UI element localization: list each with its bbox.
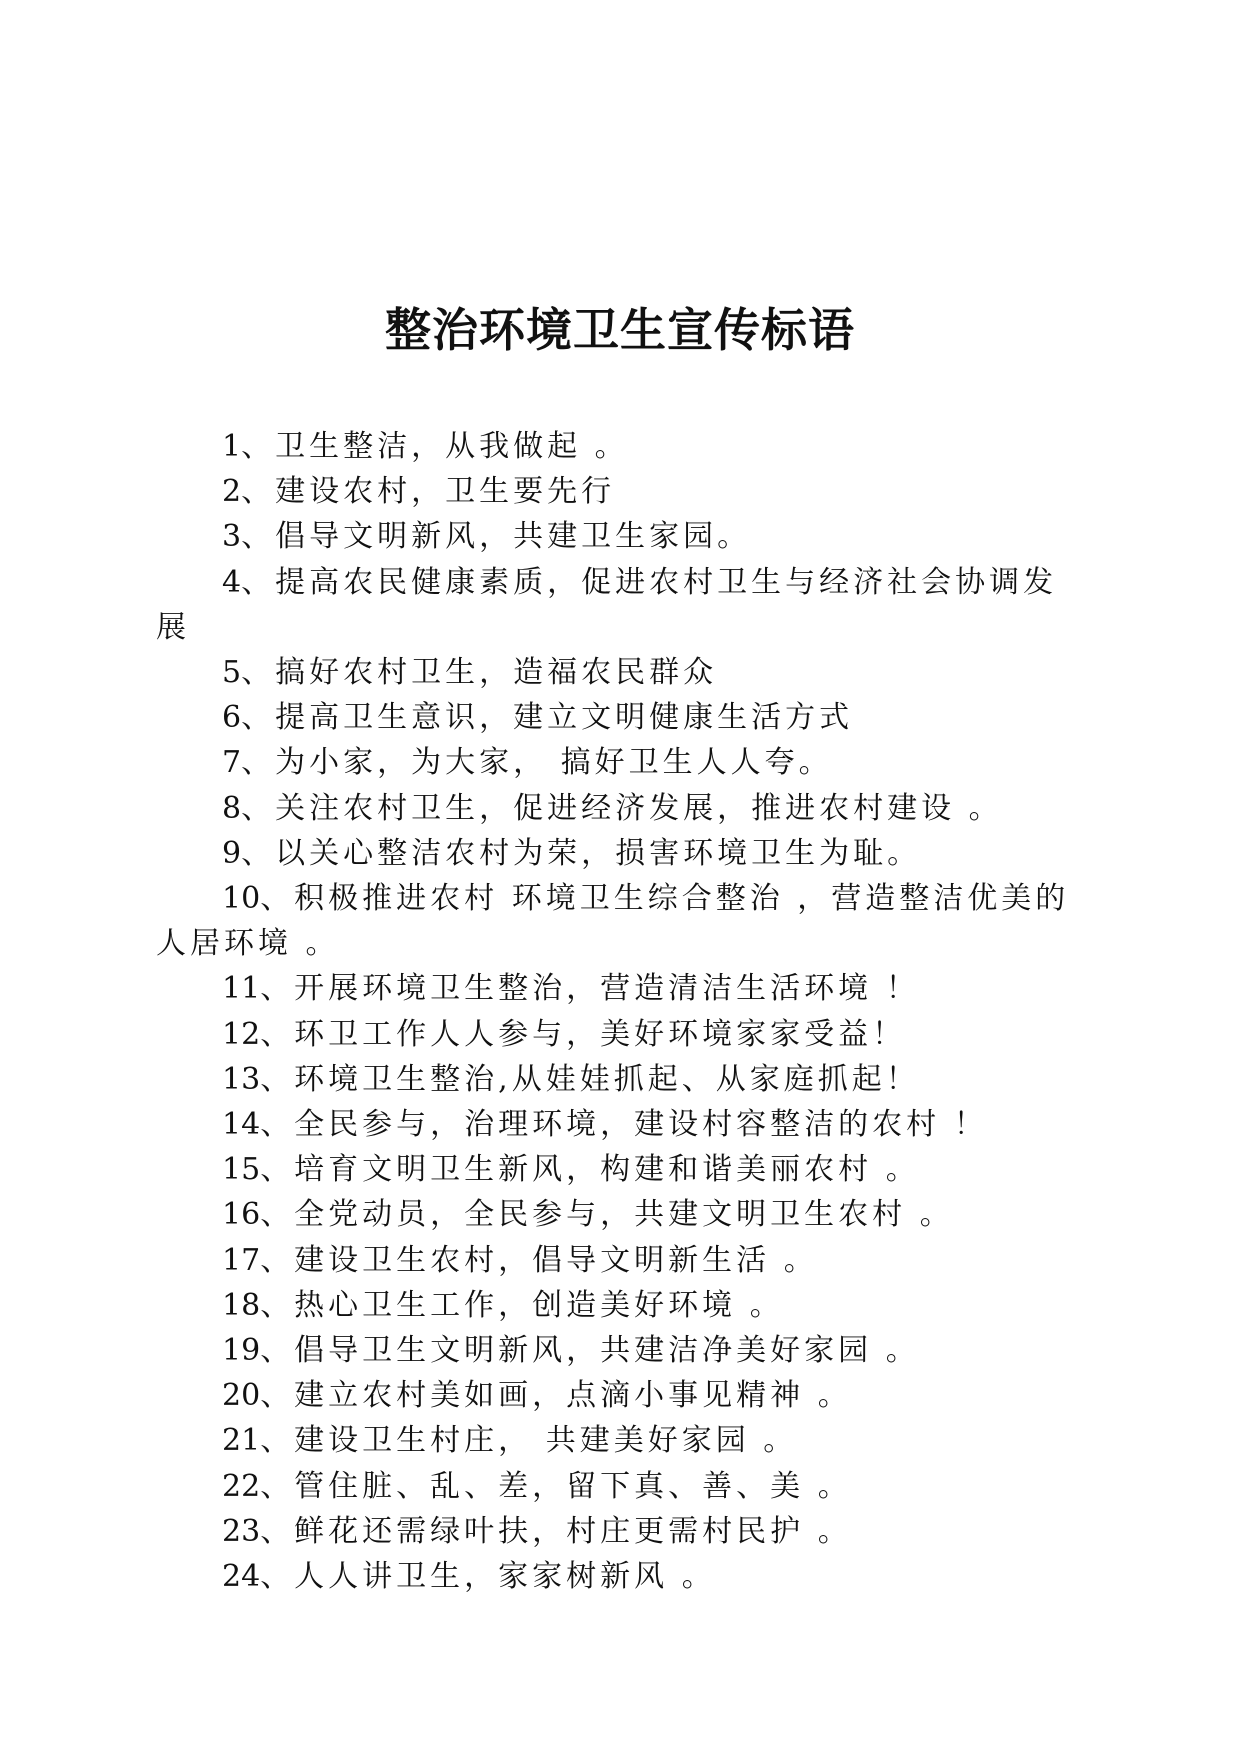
slogan-item	[156, 695, 1086, 740]
slogan-number: 19	[222, 1333, 261, 1369]
slogan-item	[156, 831, 1086, 876]
slogan-text: 、开展环境卫生整治，营造清洁生活环境 ！	[260, 971, 920, 1007]
slogan-item	[156, 876, 1086, 966]
slogan-item	[156, 514, 1086, 559]
slogan-list	[156, 424, 1086, 1599]
slogan-item	[156, 1192, 1086, 1237]
slogan-number: 15	[222, 1152, 261, 1188]
slogan-item	[156, 650, 1086, 695]
slogan-number: 4	[222, 564, 242, 600]
slogan-item	[156, 1509, 1086, 1554]
slogan-number: 16	[222, 1197, 261, 1233]
slogan-text: 、培育文明卫生新风，构建和谐美丽农村 。	[260, 1152, 920, 1188]
slogan-text: 、全民参与，治理环境，建设村容整洁的农村 ！	[260, 1107, 988, 1143]
slogan-number: 7	[222, 745, 242, 781]
slogan-number: 21	[222, 1423, 261, 1459]
slogan-number: 1	[222, 429, 242, 464]
slogan-text: 、卫生整洁，从我做起 。	[241, 429, 629, 464]
slogan-item	[156, 1057, 1086, 1102]
slogan-text: 、倡导文明新风，共建卫生家园。	[241, 519, 752, 555]
slogan-number: 5	[222, 655, 242, 691]
slogan-item	[156, 469, 1086, 514]
slogan-text: 、以关心整洁农村为荣，损害环境卫生为耻。	[241, 835, 922, 871]
slogan-number: 22	[222, 1468, 261, 1504]
slogan-text: 、建设卫生村庄， 共建美好家园 。	[260, 1423, 798, 1459]
slogan-number: 12	[222, 1016, 261, 1052]
slogan-number: 2	[222, 474, 242, 510]
slogan-text: 、倡导卫生文明新风，共建洁净美好家园 。	[260, 1333, 920, 1369]
slogan-text: 、人人讲卫生，家家树新风 。	[260, 1559, 716, 1595]
slogan-text: 、建设卫生农村，倡导文明新生活 。	[260, 1242, 818, 1278]
slogan-item	[156, 560, 1086, 650]
slogan-item	[156, 424, 1086, 469]
slogan-text: 、建立农村美如画，点滴小事见精神 。	[260, 1378, 852, 1414]
slogan-text: 、管住脏、乱、差，留下真、善、美 。	[260, 1468, 852, 1504]
slogan-text: 、热心卫生工作，创造美好环境 。	[260, 1287, 784, 1323]
slogan-text: 、环卫工作人人参与，美好环境家家受益！	[260, 1016, 907, 1052]
slogan-number: 17	[222, 1242, 261, 1278]
slogan-item	[156, 1328, 1086, 1373]
slogan-text: 、提高卫生意识，建立文明健康生活方式	[241, 700, 854, 736]
slogan-item	[156, 966, 1086, 1011]
slogan-item	[156, 1554, 1086, 1599]
slogan-item	[156, 1283, 1086, 1328]
slogan-number: 14	[222, 1107, 261, 1143]
slogan-item	[156, 1464, 1086, 1509]
slogan-text: 、搞好农村卫生，造福农民群众	[241, 655, 718, 691]
slogan-number: 23	[222, 1513, 261, 1549]
slogan-item	[156, 786, 1086, 831]
slogan-number: 24	[222, 1559, 261, 1595]
slogan-number: 10	[222, 881, 261, 917]
slogan-text: 、全党动员，全民参与，共建文明卫生农村 。	[260, 1197, 954, 1233]
slogan-item	[156, 1147, 1086, 1192]
slogan-item	[156, 1373, 1086, 1418]
slogan-text: 、建设农村，卫生要先行	[241, 474, 616, 510]
slogan-number: 20	[222, 1378, 261, 1414]
slogan-text: 、提高农民健康素质，促进农村卫生与经济社会协调发展	[156, 564, 1058, 645]
slogan-item	[156, 740, 1086, 785]
slogan-text: 、关注农村卫生，促进经济发展，推进农村建设 。	[241, 790, 1003, 826]
slogan-item	[156, 1012, 1086, 1057]
slogan-number: 11	[222, 971, 261, 1007]
slogan-number: 6	[222, 700, 242, 736]
slogan-text: 、环境卫生整治,从娃娃抓起、从家庭抓起！	[260, 1061, 920, 1097]
slogan-number: 18	[222, 1287, 261, 1323]
slogan-number: 9	[222, 835, 242, 871]
slogan-number: 8	[222, 790, 242, 826]
slogan-text: 、为小家，为大家， 搞好卫生人人夸。	[241, 745, 833, 781]
slogan-item	[156, 1102, 1086, 1147]
slogan-number: 3	[222, 519, 242, 555]
slogan-item	[156, 1238, 1086, 1283]
document-title: 整治环境卫生宣传标语	[385, 303, 855, 357]
slogan-text: 、鲜花还需绿叶扶，村庄更需村民护 。	[260, 1513, 852, 1549]
slogan-number: 13	[222, 1061, 261, 1097]
slogan-item	[156, 1418, 1086, 1463]
slogan-text: 、积极推进农村 环境卫生综合整治 ，营造整洁优美的人居环境 。	[156, 881, 1070, 962]
